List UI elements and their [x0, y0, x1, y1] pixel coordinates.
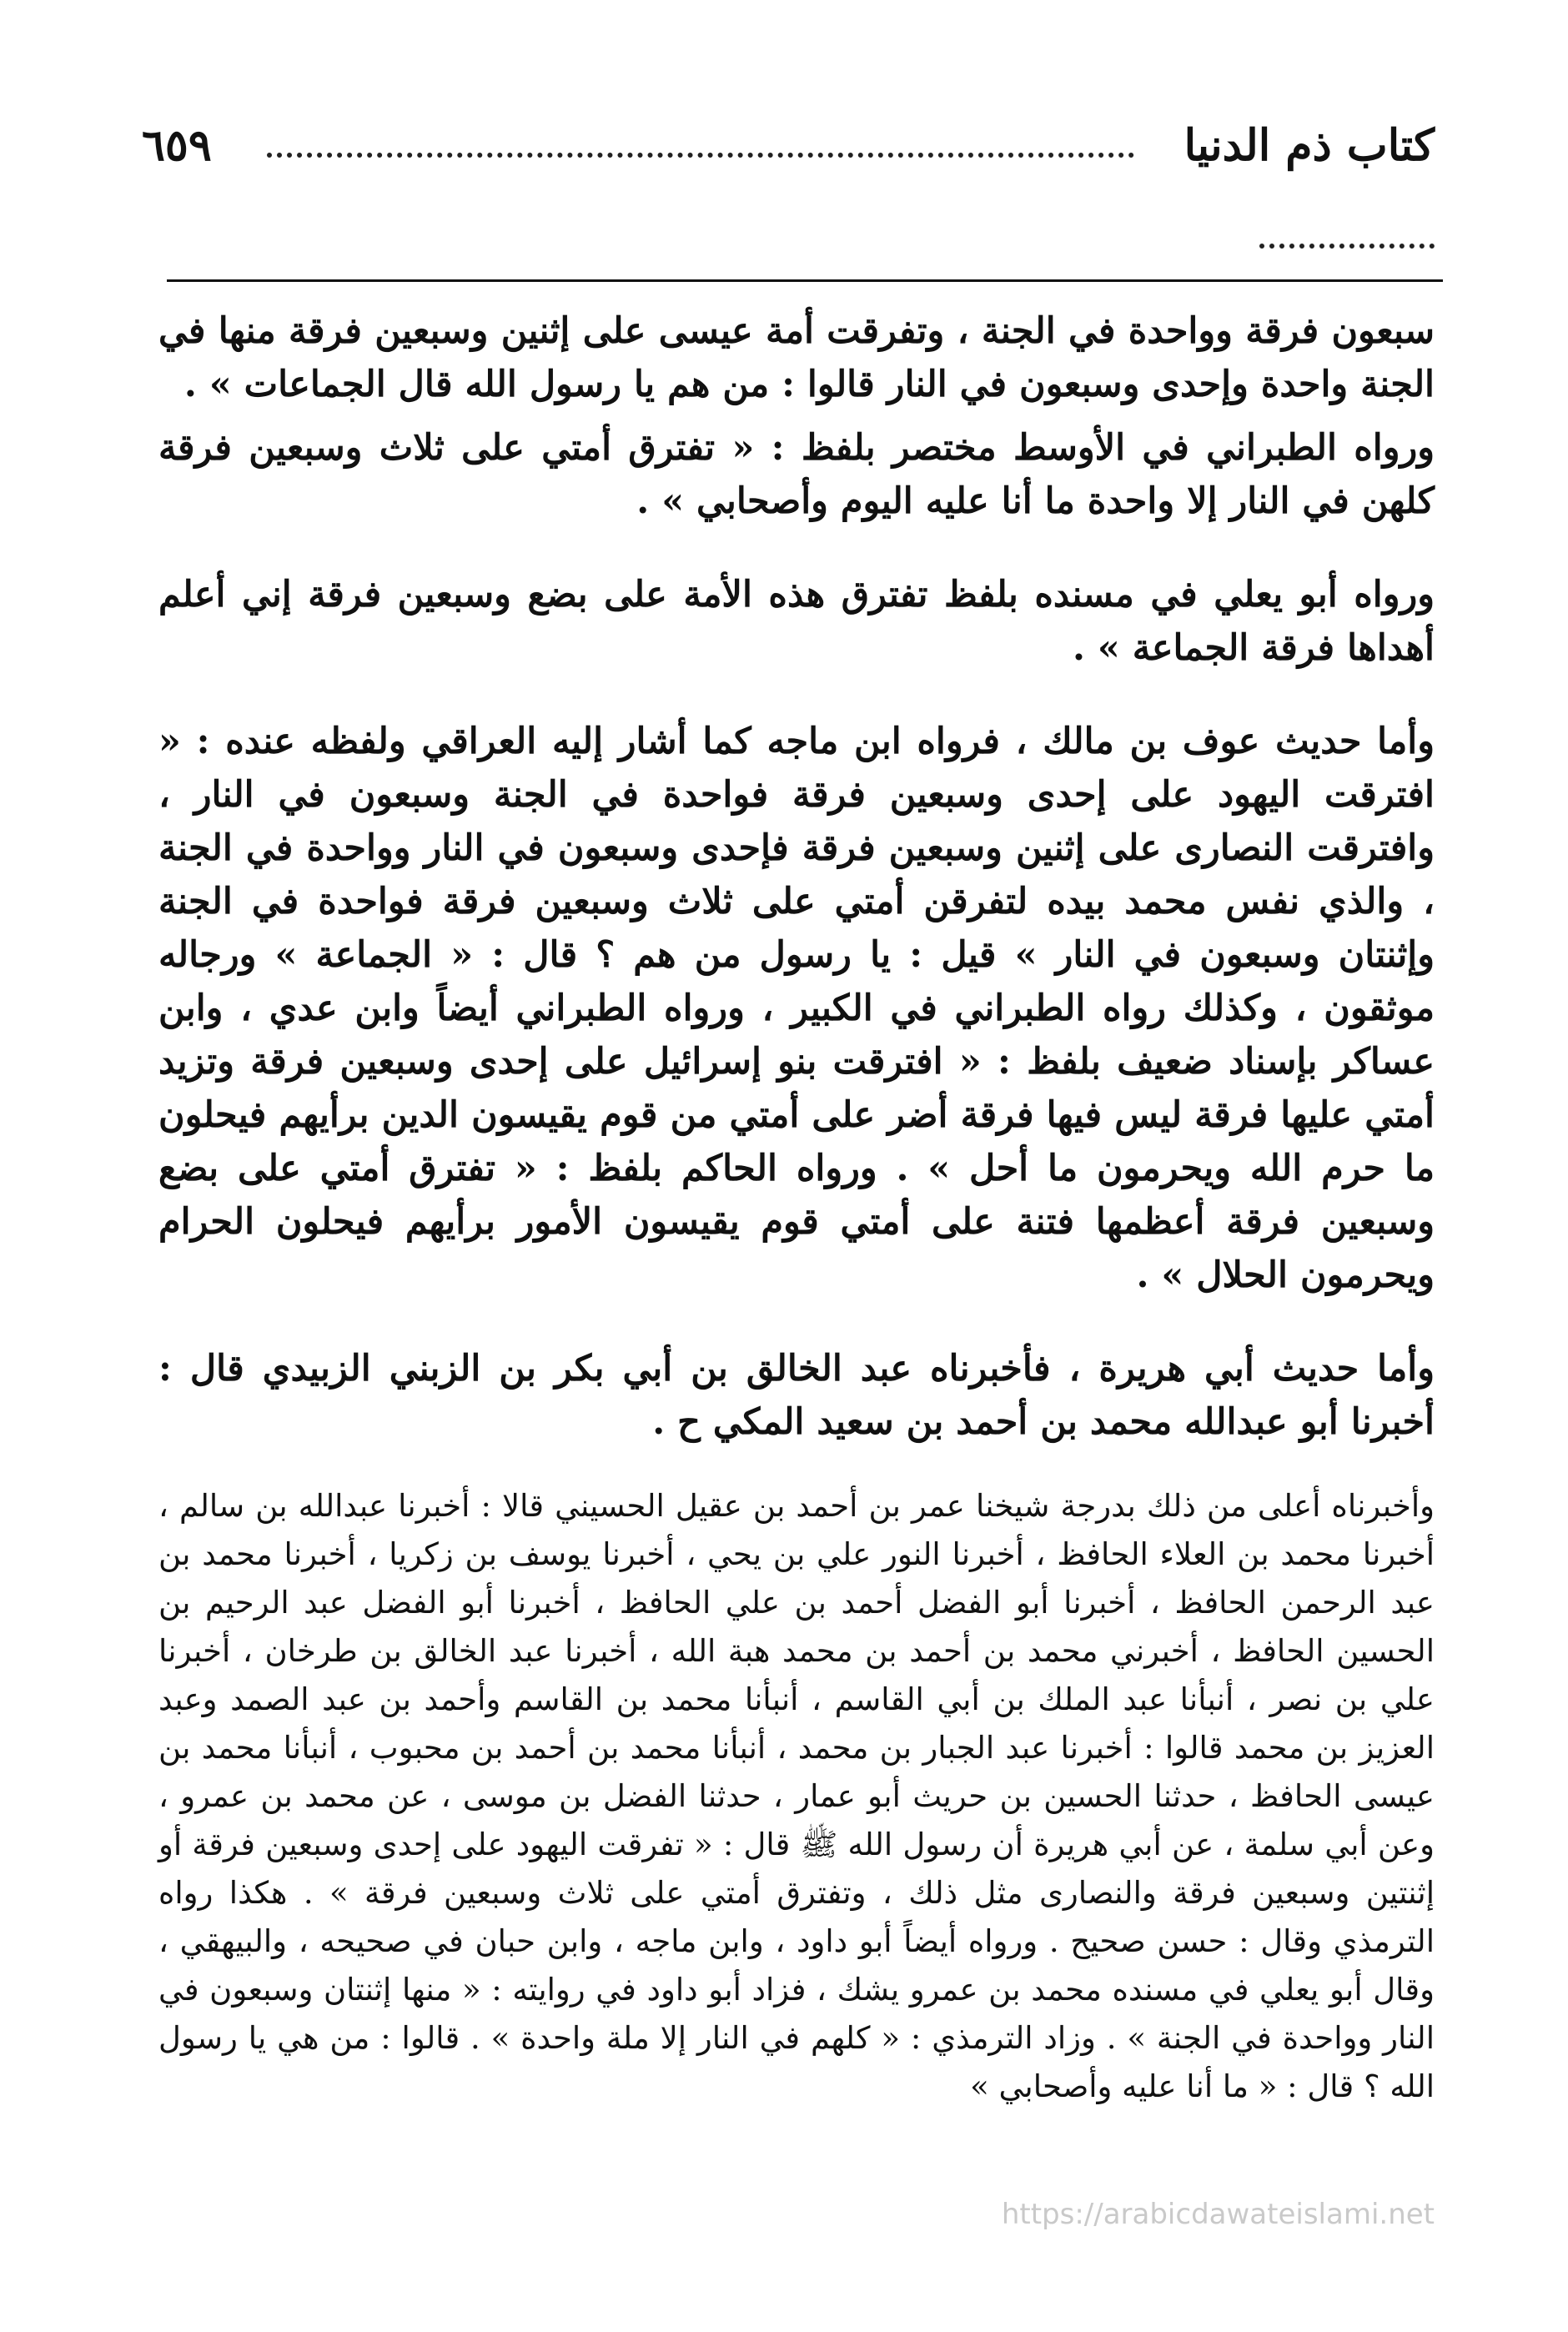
- page-header: [142, 113, 1435, 179]
- paragraph: وأما حديث أبي هريرة ، فأخبرناه عبد الخالق بن أبي بكر بن الزبني الزبيدي قال : أخبرنا أبو عبدالله محمد بن أحمد بن سعيد المكي ح .: [158, 1348, 1435, 1443]
- header-rule: [167, 279, 1443, 282]
- header-dotted-leader: [267, 153, 1134, 158]
- paragraph: وأما حديث عوف بن مالك ، فرواه ابن ماجه كما أشار إليه العراقي ولفظه عنده : « افترقت اليهود على إحدى وسبعين فرقة فواحدة في الجنة وسبعون في النار ، وافترقت النصارى على إثنين وسبعين فرقة فإحدى وسبعون في النار وواحدة في الجنة ، والذي نفس محمد بيده لتفرقن أمتي على ثلاث وسبعين فرقة فواحدة في الجنة وإثنتان وسبعون في النار » قيل : يا رسول من هم ؟ قال : « الجماعة » ورجاله موثقون ، وكذلك رواه الطبراني في الكبير ، ورواه الطبراني أيضاً وابن عدي ، وابن عساكر بإسناد ضعيف بلفظ : « افترقت بنو إسرائيل على إحدى وسبعين فرقة وتزيد أمتي عليها فرقة ليس فيها فرقة أضر على أمتي من قوم يقيسون الدين برأيهم فيحلون ما حرم الله ويحرمون ما أحل » . ورواه الحاكم بلفظ : « تفترق أمتي على بضع وسبعين فرقة أعظمها فتنة على أمتي قوم يقيسون الأمور برأيهم فيحلون الحرام ويحرمون الحلال » .: [158, 721, 1435, 1296]
- book-title: كتاب ذم الدنيا: [1184, 120, 1435, 171]
- watermark-url: https://arabicdawateislami.net: [1001, 2198, 1435, 2231]
- footnote-paragraph: وأخبرناه أعلى من ذلك بدرجة شيخنا عمر بن أحمد بن عقيل الحسيني قالا : أخبرنا عبدالله بن سالم ، أخبرنا محمد بن العلاء الحافظ ، أخبرنا النور علي بن يحي ، أخبرنا يوسف بن زكريا ، أخبرنا محمد بن عبد الرحمن الحافظ ، أخبرنا أبو الفضل أحمد بن علي الحافظ ، أخبرنا أبو الفضل عبد الرحيم بن الحسين الحافظ ، أخبرني محمد بن أحمد بن محمد هبة الله ، أخبرنا عبد الخالق بن طرخان ، أخبرنا علي بن نصر ، أنبأنا عبد الملك بن أبي القاسم ، أنبأنا محمد بن القاسم وأحمد بن عبد الصمد وعبد العزيز بن محمد قالوا : أخبرنا عبد الجبار بن محمد ، أنبأنا محمد بن أحمد بن محبوب ، أنبأنا محمد بن عيسى الحافظ ، حدثنا الحسين بن حريث أبو عمار ، حدثنا الفضل بن موسى ، عن محمد بن عمرو ، وعن أبي سلمة ، عن أبي هريرة أن رسول الله ﷺ قال : « تفرقت اليهود على إحدى وسبعين فرقة أو إثنتين وسبعين فرقة والنصارى مثل ذلك ، وتفترق أمتي على ثلاث وسبعين فرقة » . هكذا رواه الترمذي وقال : حسن صحيح . ورواه أيضاً أبو داود ، وابن ماجه ، وابن حبان في صحيحه ، والبيهقي ، وقال أبو يعلي في مسنده محمد بن عمرو يشك ، فزاد أبو داود في روايته : « منها إثنتان وسبعون في النار وواحدة في الجنة » . وزاد الترمذي : « كلهم في النار إلا ملة واحدة » . قالوا : من هي يا رسول الله ؟ قال : « ما أنا عليه وأصحابي »: [158, 1488, 1435, 2104]
- paragraph: ورواه أبو يعلي في مسنده بلفظ تفترق هذه الأمة على بضع وسبعين فرقة إني أعلم أهداها فرقة الجماعة » .: [158, 574, 1435, 669]
- isnad-section: [158, 1482, 1435, 2111]
- paragraph: ورواه الطبراني في الأوسط مختصر بلفظ : « تفترق أمتي على ثلاث وسبعين فرقة كلهن في النار إلا واحدة ما أنا عليه اليوم وأصحابي » .: [158, 427, 1435, 522]
- paragraph: سبعون فرقة وواحدة في الجنة ، وتفرقت أمة عيسى على إثنين وسبعين فرقة منها في الجنة واحدة وإحدى وسبعون في النار قالوا : من هم يا رسول الله قال الجماعات » .: [158, 310, 1435, 405]
- dotted-separator: [1259, 244, 1435, 249]
- main-text: [158, 304, 1435, 2111]
- page-number: ٦٥٩: [142, 120, 212, 171]
